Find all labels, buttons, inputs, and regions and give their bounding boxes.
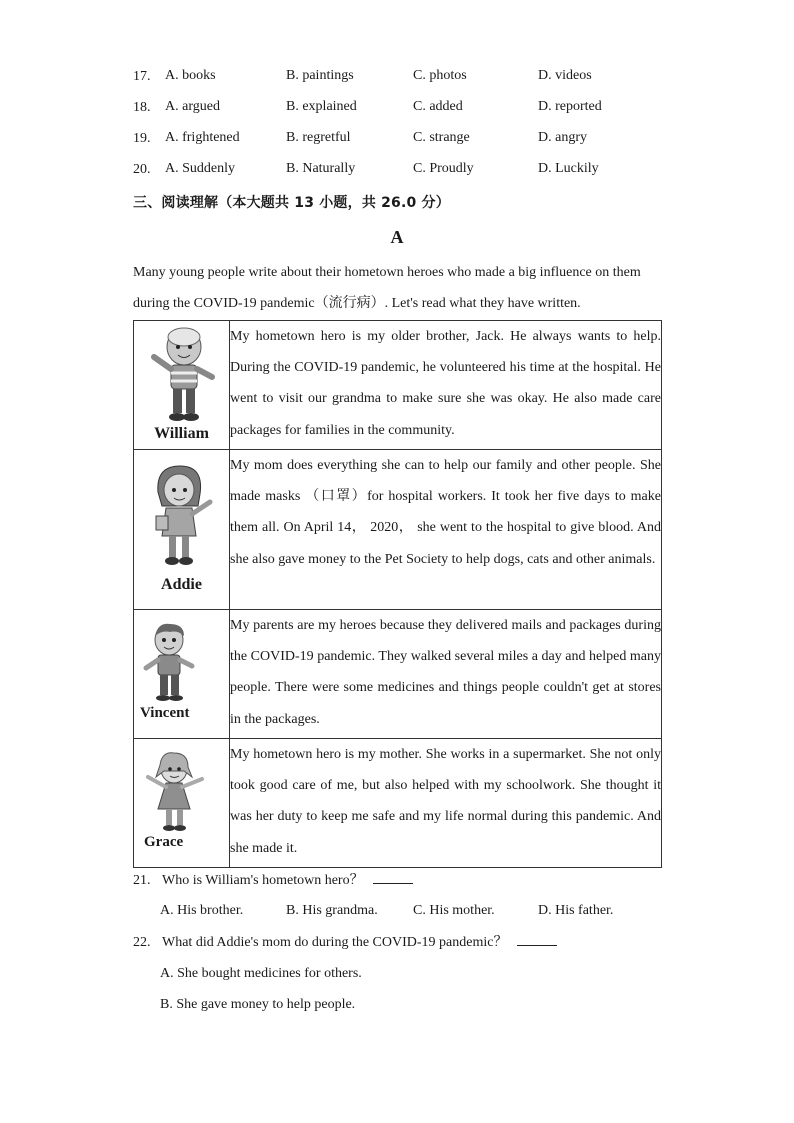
question-number: 19. (133, 131, 151, 146)
question-number: 20. (133, 162, 151, 177)
table-row (134, 739, 662, 868)
choice-row-17 (133, 65, 693, 87)
question-number: 22. (133, 935, 151, 950)
option-d[interactable]: D. Luckily (538, 161, 599, 176)
intro-line-1: Many young people write about their hometown heroes who made a big influence on them (133, 265, 641, 280)
answer-blank[interactable] (373, 871, 413, 884)
option-a[interactable]: A. frightened (165, 130, 240, 145)
hero-description: My hometown hero is my older brother, Jack. He always wants to help. During the COVID-19 pandemic, he volunteered his time at the hospital. He went to visit our grandma to make sure she was okay. He also made care packages for families in the community. (230, 321, 662, 450)
option-a[interactable]: A. She bought medicines for others. (160, 966, 362, 981)
hero-name-william: William (154, 425, 209, 442)
question-number: 18. (133, 100, 151, 115)
option-c[interactable]: C. His mother. (413, 903, 495, 918)
passage-title: A (390, 227, 404, 247)
picture-cell (134, 321, 230, 450)
option-b[interactable]: B. regretful (286, 130, 351, 145)
boy-cartoon-icon (144, 325, 220, 425)
boy-cartoon-icon (140, 620, 200, 704)
question-22 (133, 932, 557, 954)
option-c[interactable]: C. added (413, 99, 463, 114)
hero-name-addie: Addie (161, 576, 202, 593)
question-text: What did Addie's mom do during the COVID-19 pandemic？ (162, 935, 508, 950)
option-a[interactable]: A. His brother. (160, 903, 244, 918)
girl-cartoon-icon (140, 751, 212, 833)
hero-name-vincent: Vincent (140, 705, 190, 721)
option-d[interactable]: D. reported (538, 99, 602, 114)
option-d[interactable]: D. videos (538, 68, 592, 83)
choice-row-18 (133, 96, 693, 118)
hero-description: My parents are my heroes because they delivered mails and packages during the COVID-19 pandemic. They walked several miles a day and helped many people. There were some medicines and things people couldn't get at stores in the packages. (230, 610, 662, 739)
option-b[interactable]: B. His grandma. (286, 903, 378, 918)
question-number: 17. (133, 69, 151, 84)
picture-cell (134, 450, 230, 610)
section-heading: 三、阅读理解（本大题共 13 小题，共 26.0 分） (133, 195, 450, 211)
choice-row-19 (133, 127, 693, 149)
option-b[interactable]: B. paintings (286, 68, 354, 83)
picture-cell (134, 739, 230, 868)
question-text: Who is William's hometown hero？ (162, 873, 364, 888)
option-c[interactable]: C. photos (413, 68, 467, 83)
question-number: 21. (133, 873, 151, 888)
option-b[interactable]: B. Naturally (286, 161, 356, 176)
option-c[interactable]: C. strange (413, 130, 470, 145)
option-b[interactable]: B. She gave money to help people. (160, 997, 356, 1012)
hero-name-grace: Grace (144, 834, 184, 850)
heroes-table (133, 320, 662, 868)
option-a[interactable]: A. books (165, 68, 216, 83)
option-a[interactable]: A. argued (165, 99, 220, 114)
choice-row-20 (133, 158, 693, 180)
hero-description: My mom does everything she can to help our family and other people. She made masks （口罩）for hospital workers. It took her five days to make them all. On April 14， 2020， she went to the hospital to give blood. And she also gave money to the Pet Society to help dogs, cats and other animals. (230, 450, 662, 610)
table-row (134, 321, 662, 450)
answer-blank[interactable] (517, 933, 557, 946)
option-c[interactable]: C. Proudly (413, 161, 474, 176)
hero-description: My hometown hero is my mother. She works in a supermarket. She not only took good care of me, but also helped with my schoolwork. She thought it was her duty to keep me safe and my life normal during this pandemic. And she made it. (230, 739, 662, 868)
picture-cell (134, 610, 230, 739)
option-a[interactable]: A. Suddenly (165, 161, 235, 176)
table-row (134, 610, 662, 739)
intro-line-2: during the COVID-19 pandemic（流行病）. Let's read what they have written. (133, 296, 581, 311)
girl-cartoon-icon (142, 462, 222, 570)
option-d[interactable]: D. angry (538, 130, 587, 145)
question-21 (133, 870, 413, 892)
table-row (134, 450, 662, 610)
option-b[interactable]: B. explained (286, 99, 357, 114)
option-d[interactable]: D. His father. (538, 903, 614, 918)
